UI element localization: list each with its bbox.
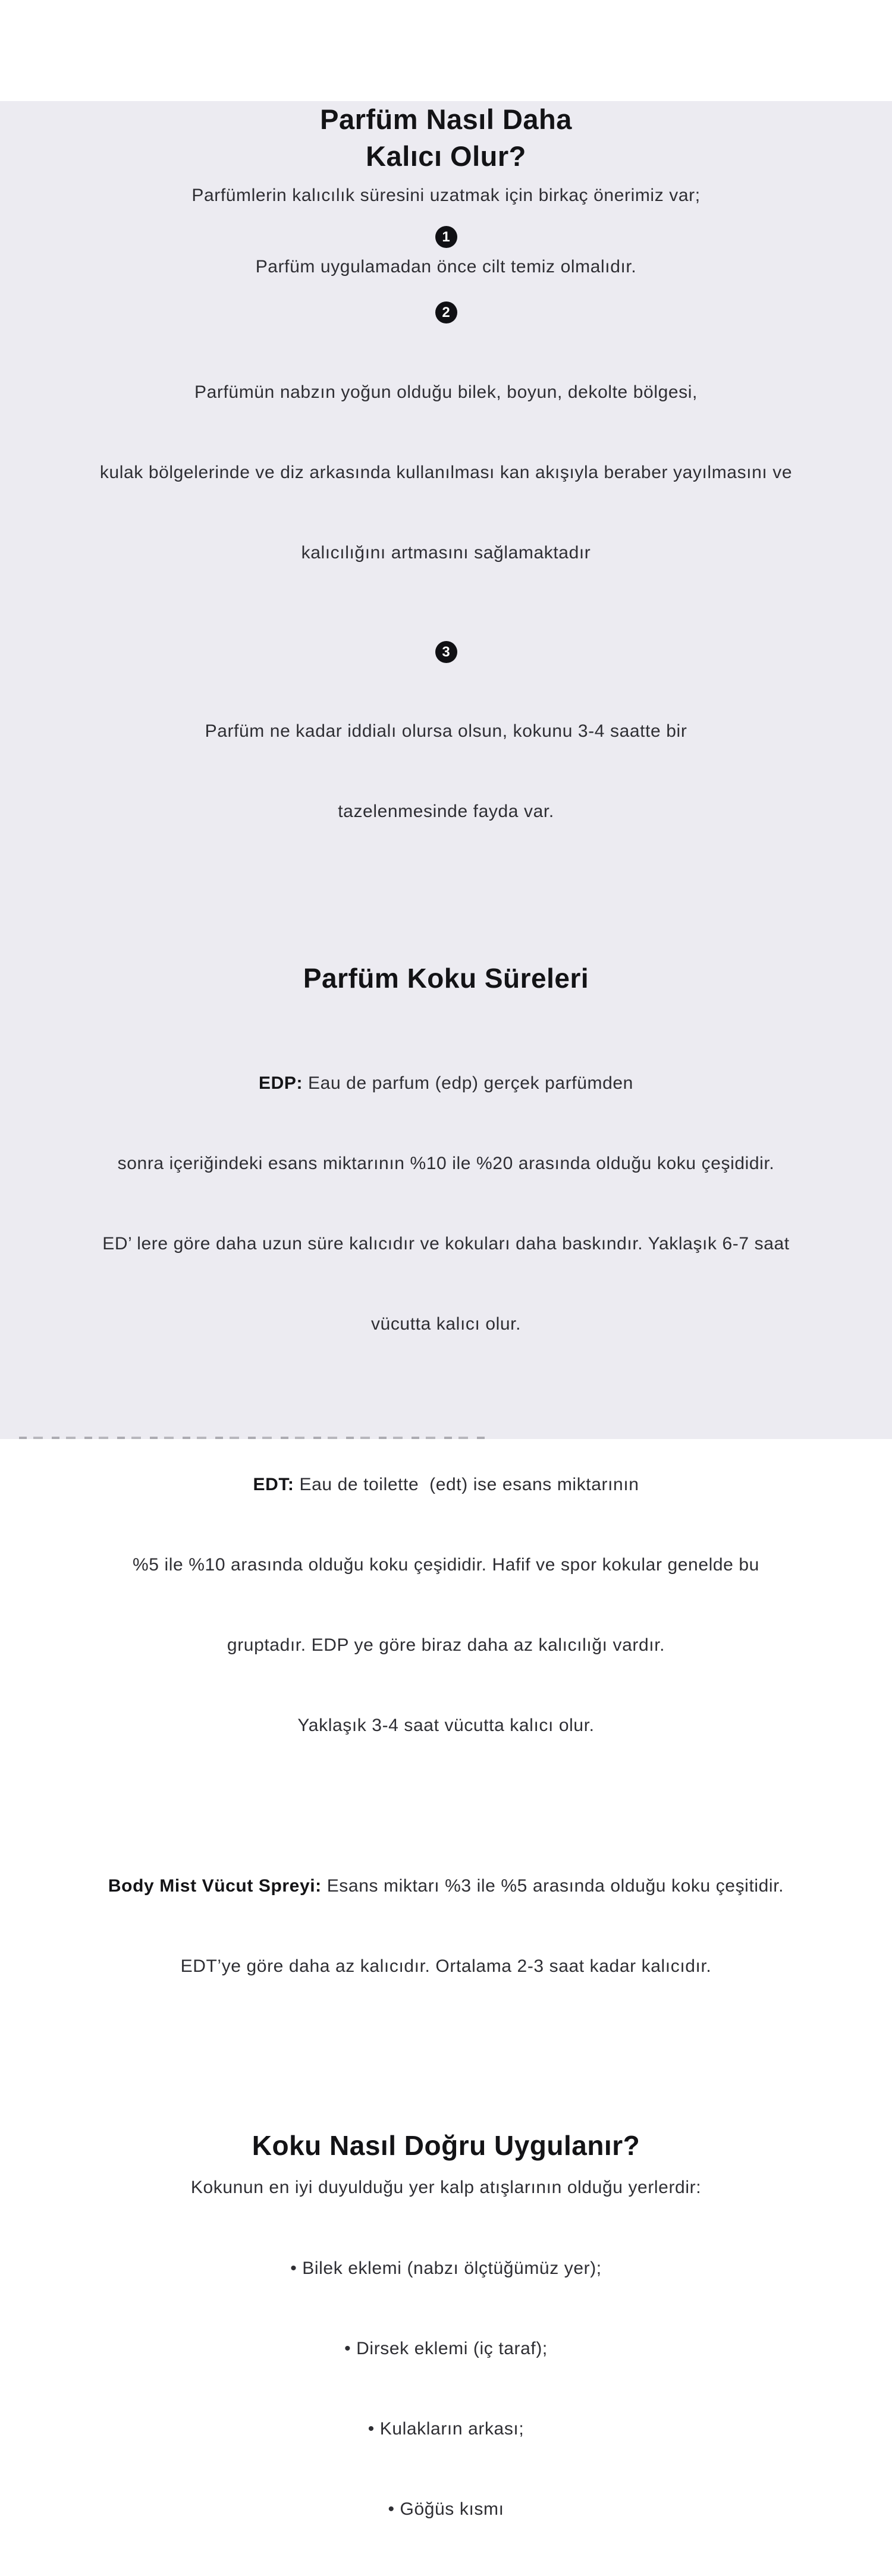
page-title-line-2: Kalıcı Olur? <box>366 140 526 172</box>
step-2-line-1: Parfümün nabzın yoğun olduğu bilek, boyun, dekolte bölgesi, <box>194 382 698 402</box>
edp-line-1 <box>0 1070 892 1097</box>
edp-line-3: ED’ lere göre daha uzun süre kalıcıdır ve kokuları daha baskındır. Yaklaşık 6-7 saat <box>102 1234 790 1254</box>
edp-label: EDP: <box>259 1073 303 1093</box>
edt-line-1-text: Eau de toilette (edt) ise esans miktarının <box>294 1475 639 1494</box>
step-2-line-3: kalıcılığını artmasını sağlamaktadır <box>301 543 591 563</box>
step-2-number-badge: 2 <box>435 301 457 323</box>
page-title-line-1: Parfüm Nasıl Daha <box>320 103 572 135</box>
edt-line-2: %5 ile %10 arasında olduğu koku çeşididir. Hafif ve spor kokular genelde bu <box>133 1555 759 1575</box>
step-2-line-2: kulak bölgelerinde ve diz arkasında kullanılması kan akışıyla beraber yayılmasını ve <box>99 463 793 482</box>
step-2-text <box>0 325 892 620</box>
body-mist-paragraph <box>0 1819 892 2033</box>
body-mist-line-1 <box>0 1873 892 1899</box>
intro-text: Parfümlerin kalıcılık süresini uzatmak için birkaç önerimiz var; <box>191 186 701 205</box>
edt-line-3: gruptadır. EDP ye göre biraz daha az kalıcılığı vardır. <box>227 1635 665 1655</box>
edp-paragraph <box>0 1016 892 1391</box>
edp-line-4: vücutta kalıcı olur. <box>370 1314 522 1334</box>
edp-line-2: sonra içeriğindeki esans miktarının %10 ile %20 arasında olduğu koku çeşididir. <box>117 1154 775 1173</box>
durations-heading: Parfüm Koku Süreleri <box>303 963 589 994</box>
cut-off-text-sliver <box>19 1437 489 1439</box>
perfume-guide-page <box>0 101 892 2519</box>
edt-line-4: Yaklaşık 3-4 saat vücutta kalıcı olur. <box>297 1716 595 1735</box>
edp-line-1-text: Eau de parfum (edp) gerçek parfümden <box>303 1073 633 1093</box>
application-heading: Koku Nasıl Doğru Uygulanır? <box>252 2130 640 2161</box>
step-3-line-2: tazelenmesinde fayda var. <box>338 802 554 821</box>
application-lead: Kokunun en iyi duyulduğu yer kalp atışlarının olduğu yerlerdir: <box>190 2178 702 2197</box>
step-3-line-1: Parfüm ne kadar iddialı olursa olsun, kokunu 3-4 saatte bir <box>205 721 687 741</box>
application-bullet-list <box>0 2201 892 2576</box>
body-mist-label: Body Mist Vücut Spreyi: <box>108 1876 322 1896</box>
body-mist-line-2: EDT’ye göre daha az kalıcıdır. Ortalama 2-3 saat kadar kalıcıdır. <box>180 1956 712 1976</box>
step-3-text <box>0 664 892 878</box>
edt-line-1 <box>0 1471 892 1498</box>
bullet-item-ears: • Kulakların arkası; <box>368 2419 524 2439</box>
step-3-number-badge: 3 <box>435 641 457 663</box>
bullet-item-elbow: • Dirsek eklemi (iç taraf); <box>344 2339 548 2358</box>
bullet-item-wrist: • Bilek eklemi (nabzı ölçtüğümüz yer); <box>290 2258 602 2278</box>
edt-paragraph <box>0 1418 892 1792</box>
step-1-text: Parfüm uygulamadan önce cilt temiz olmalıdır. <box>255 257 637 277</box>
step-1-number-badge: 1 <box>435 226 457 248</box>
bullet-item-chest: • Göğüs kısmı <box>388 2499 504 2519</box>
page-title <box>0 101 892 175</box>
edt-label: EDT: <box>253 1475 294 1494</box>
body-mist-line-1-text: Esans miktarı %3 ile %5 arasında olduğu koku çeşitidir. <box>321 1876 784 1896</box>
